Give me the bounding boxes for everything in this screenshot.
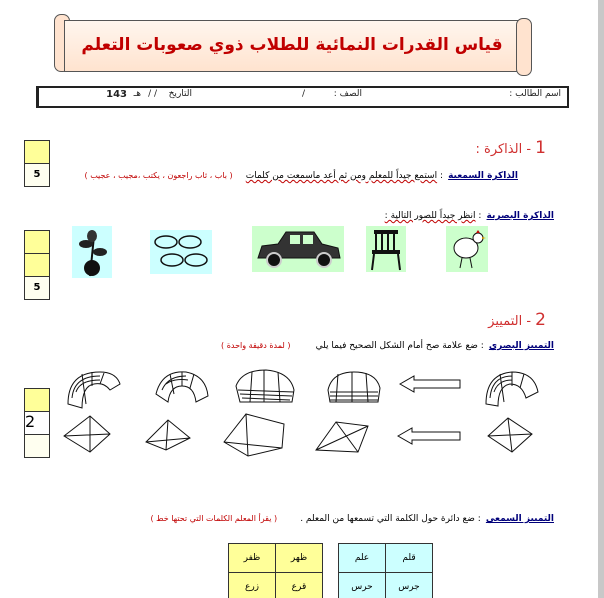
word-cell: ظهر	[276, 544, 323, 573]
visual-discrimination-line: التمييز البصري : ضع علامة صح أمام الشكل الصحيح فيما يلي ( لمدة دقيقة واحدة )	[221, 341, 554, 351]
page-title: قياس القدرات النمائية للطلاب ذوي صعوبات التعلم	[81, 35, 503, 55]
auditory-discrimination-instruction: ضع دائرة حول الكلمة التي تسمعها من المعلم .	[300, 514, 475, 524]
visual-memory-label: الذاكرة البصرية	[486, 211, 554, 221]
grade-label: الصف :	[333, 89, 362, 99]
title-banner	[52, 14, 532, 74]
chair-image	[366, 226, 406, 272]
arrow-left-1	[400, 376, 460, 392]
word-cell: جرس	[386, 573, 433, 598]
date-label: التاريخ	[168, 89, 192, 99]
visual-discrimination-label: التمييز البصري	[488, 341, 554, 351]
visual-memory-instruction: انظر جيداً للصور التالية :	[384, 211, 476, 221]
date-slashes: / /	[148, 89, 157, 99]
grade-slash: /	[301, 89, 305, 99]
word-cell: قلم	[386, 544, 433, 573]
word-cell: قرع	[276, 573, 323, 598]
visual-discrimination-time: ( لمدة دقيقة واحدة )	[221, 341, 291, 350]
word-table-right	[338, 543, 433, 598]
score-value: 5	[25, 164, 49, 186]
word-cell: زرع	[229, 573, 276, 598]
prism-option-2	[146, 420, 190, 450]
word-cell: علم	[339, 544, 386, 573]
score-value: 5	[25, 277, 49, 299]
dome-target	[486, 372, 538, 406]
prism-target	[488, 418, 532, 452]
word-cell: حرس	[339, 573, 386, 598]
car-image	[252, 226, 344, 272]
dome-option-4	[328, 372, 380, 402]
word-table-left	[228, 543, 323, 598]
visual-discrimination-instruction: ضع علامة صح أمام الشكل الصحيح فيما يلي	[315, 341, 478, 351]
shape-row-domes	[60, 364, 540, 414]
visual-memory-line: الذاكرة البصرية : انظر جيداً للصور التالية :	[384, 211, 554, 221]
student-info-bar	[36, 86, 569, 108]
auditory-discrimination-note: ( يقرأ المعلم الكلمات التي تحتها خط )	[150, 514, 278, 523]
section-memory-title: 1 - الذاكرة :	[475, 138, 546, 158]
score-box-visual-memory	[24, 230, 50, 300]
hijri-suffix: هـ	[133, 89, 141, 99]
prism-option-1	[64, 416, 110, 452]
dome-option-1	[68, 372, 120, 408]
score-box-visual-discrimination	[24, 388, 50, 458]
dome-option-2	[156, 372, 208, 402]
score-value: 2	[25, 412, 49, 435]
vertical-scrollbar[interactable]	[598, 0, 604, 598]
auditory-memory-words: ( باب ، ثاب راجعون ، يكتب ،مجيب ، عجيب )	[84, 171, 233, 180]
dome-option-3	[236, 370, 294, 402]
prism-option-4	[316, 422, 368, 452]
word-cell: ظفر	[229, 544, 276, 573]
flower-image	[72, 226, 112, 278]
auditory-memory-label: الذاكرة السمعية	[448, 171, 518, 181]
auditory-discrimination-label: التمييز السمعي	[485, 514, 554, 524]
auditory-discrimination-line: التمييز السمعي : ضع دائرة حول الكلمة التي تسمعها من المعلم . ( يقرأ المعلم الكلمات التي تحتها خط )	[150, 514, 554, 524]
chicken-image	[446, 226, 488, 272]
arrow-left-2	[398, 428, 460, 444]
auditory-memory-instruction: استمع جيداً للمعلم ومن ثم أعد ماسمعت من كلمات	[245, 171, 438, 181]
section-discrimination-title: 2 - التمييز	[488, 310, 546, 330]
glasses-image	[150, 230, 212, 274]
year-value: 143	[106, 89, 127, 100]
shape-row-prisms	[60, 412, 540, 462]
prism-option-3	[224, 414, 284, 456]
auditory-memory-line: الذاكرة السمعية : استمع جيداً للمعلم ومن ثم أعد ماسمعت من كلمات ( باب ، ثاب راجعون ، يكتب ،مجيب ، عجيب )	[84, 171, 518, 181]
student-name-label: اسم الطالب :	[509, 89, 561, 99]
